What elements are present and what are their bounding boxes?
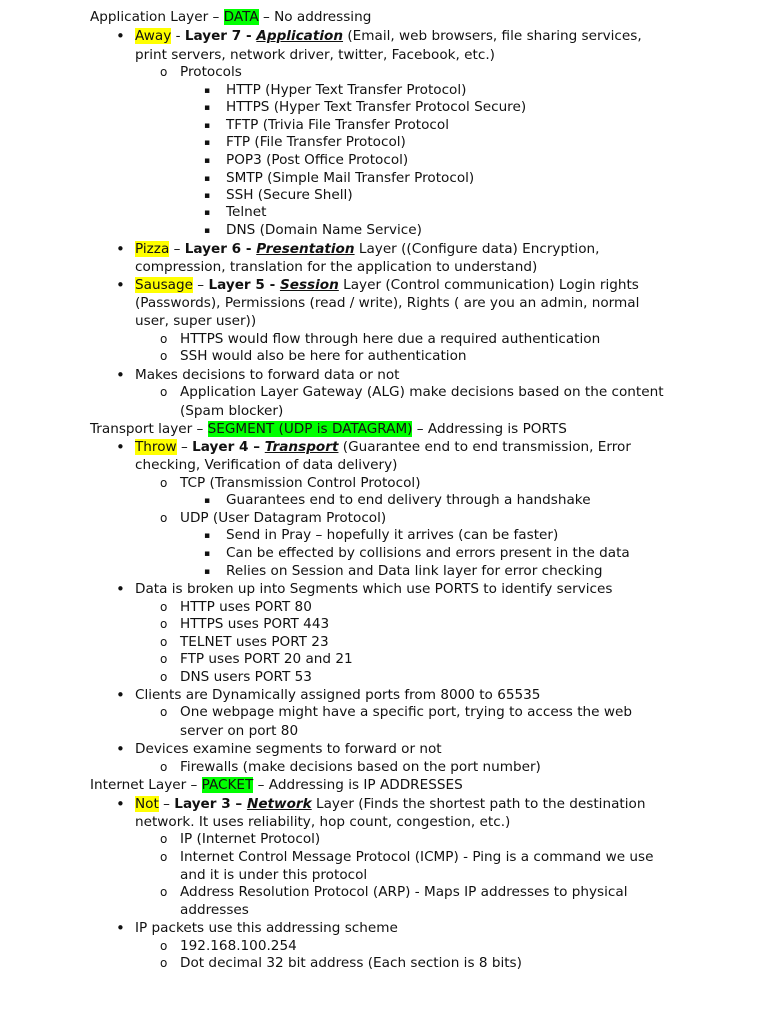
text-run: –: [169, 241, 185, 257]
layer-name: Session: [279, 277, 339, 293]
mnemonic-word: Away: [135, 28, 172, 44]
text-run: Address Resolution Protocol (ARP) - Maps IP addresses to physical: [180, 884, 628, 900]
document-line: [160, 599, 312, 616]
document-line: [160, 384, 664, 401]
text-run: FTP uses PORT 20 and 21: [180, 651, 353, 667]
bullet-marker: o: [160, 385, 168, 399]
document-line: [135, 47, 495, 64]
text-run: HTTPS (Hyper Text Transfer Protocol Secure): [226, 99, 527, 115]
document-line: [90, 9, 371, 26]
document-line: [135, 295, 639, 312]
document-line: [160, 831, 321, 848]
document-line: [160, 759, 541, 776]
document-line: [160, 348, 467, 365]
document-line: [204, 222, 422, 239]
text-run: server on port 80: [180, 723, 299, 739]
bullet-marker: •: [116, 27, 125, 45]
text-run: TELNET uses PORT 23: [180, 634, 329, 650]
highlighted-term: PACKET: [201, 777, 254, 793]
text-run: HTTPS uses PORT 443: [180, 616, 330, 632]
document-line: [116, 276, 639, 294]
text-run: Application Layer –: [90, 9, 224, 25]
text-run: TFTP (Trivia File Transfer Protocol: [226, 117, 449, 133]
bullet-marker: •: [116, 366, 125, 384]
layer-name: Application: [256, 28, 344, 44]
document-line: [135, 259, 537, 276]
text-run: Layer (Control communication) Login rights: [338, 277, 639, 293]
document-line: [90, 421, 567, 438]
mnemonic-word: Throw: [135, 439, 177, 455]
document-line: [180, 723, 298, 740]
document-line: [116, 686, 541, 704]
bullet-marker: o: [160, 885, 168, 899]
text-run: –: [158, 796, 175, 812]
text-run: Clients are Dynamically assigned ports from 8000 to 65535: [135, 687, 541, 703]
text-run: (Passwords), Permissions (read / write), Rights ( are you an admin, normal: [135, 295, 640, 311]
mnemonic-word: Pizza: [135, 241, 170, 257]
layer-number: Layer 4 –: [192, 439, 265, 455]
document-line: [160, 704, 632, 721]
bullet-marker: ▪: [204, 208, 211, 218]
text-run: checking, Verification of data delivery): [135, 457, 398, 473]
text-run: SMTP (Simple Mail Transfer Protocol): [226, 170, 475, 186]
text-run: FTP (File Transfer Protocol): [226, 134, 406, 150]
bullet-marker: o: [160, 939, 168, 953]
bullet-marker: ▪: [204, 138, 211, 148]
bullet-marker: o: [160, 617, 168, 631]
document-line: [116, 438, 631, 456]
mnemonic-word: Not: [135, 796, 159, 812]
bullet-marker: o: [160, 760, 168, 774]
text-run: network. It uses reliability, hop count, congestion, etc.): [135, 814, 511, 830]
document-line: [180, 867, 367, 884]
text-run: Devices examine segments to forward or not: [135, 741, 442, 757]
text-run: Guarantees end to end delivery through a handshake: [226, 492, 591, 508]
document-line: [204, 545, 630, 562]
document-line: [204, 563, 603, 580]
bullet-marker: o: [160, 635, 168, 649]
text-run: One webpage might have a specific port, trying to access the web: [180, 704, 632, 720]
text-run: Makes decisions to forward data or not: [135, 367, 400, 383]
text-run: (Guarantee end to end transmission, Error: [338, 439, 631, 455]
document-line: [160, 849, 654, 866]
bullet-marker: ▪: [204, 86, 211, 96]
layer-name: Presentation: [256, 241, 355, 257]
bullet-marker: •: [116, 686, 125, 704]
layer-name: Network: [246, 796, 312, 812]
bullet-marker: o: [160, 600, 168, 614]
bullet-marker: ▪: [204, 174, 211, 184]
bullet-marker: o: [160, 850, 168, 864]
text-run: – Addressing is PORTS: [412, 421, 567, 437]
bullet-marker: o: [160, 956, 168, 970]
document-line: [160, 64, 242, 81]
text-run: UDP (User Datagram Protocol): [180, 510, 387, 526]
bullet-marker: •: [116, 580, 125, 598]
layer-number: Layer 3 –: [174, 796, 247, 812]
bullet-marker: •: [116, 438, 125, 456]
text-run: Telnet: [226, 204, 267, 220]
text-run: HTTP (Hyper Text Transfer Protocol): [226, 82, 467, 98]
document-line: [160, 938, 297, 955]
document-line: [180, 902, 249, 919]
document-line: [204, 134, 406, 151]
document-line: [116, 795, 646, 813]
bullet-marker: o: [160, 652, 168, 666]
bullet-marker: •: [116, 795, 125, 813]
text-run: –: [176, 439, 193, 455]
text-run: (Email, web browsers, file sharing services,: [343, 28, 642, 44]
document-line: [135, 814, 510, 831]
text-run: (Spam blocker): [180, 403, 284, 419]
text-run: Dot decimal 32 bit address (Each section is 8 bits): [180, 955, 522, 971]
bullet-marker: o: [160, 511, 168, 525]
bullet-marker: o: [160, 832, 168, 846]
text-run: -: [171, 28, 185, 44]
text-run: –: [192, 277, 209, 293]
text-run: addresses: [180, 902, 249, 918]
bullet-marker: ▪: [204, 121, 211, 131]
document-line: [160, 475, 421, 492]
text-run: and it is under this protocol: [180, 867, 368, 883]
text-run: Firewalls (make decisions based on the port number): [180, 759, 541, 775]
document-line: [116, 919, 398, 937]
document-line: [160, 651, 353, 668]
text-run: HTTP uses PORT 80: [180, 599, 312, 615]
document-line: [204, 187, 353, 204]
document-line: [116, 240, 600, 258]
text-run: – No addressing: [258, 9, 372, 25]
document-line: [160, 616, 330, 633]
document-line: [116, 740, 442, 758]
text-run: SSH (Secure Shell): [226, 187, 353, 203]
document-line: [160, 510, 387, 527]
document-line: [135, 457, 397, 474]
bullet-marker: ▪: [204, 567, 211, 577]
text-run: Can be effected by collisions and errors present in the data: [226, 545, 630, 561]
bullet-marker: ▪: [204, 226, 211, 236]
document-line: [204, 82, 467, 99]
document-line: [160, 331, 601, 348]
bullet-marker: •: [116, 740, 125, 758]
text-run: Layer (Finds the shortest path to the destination: [311, 796, 646, 812]
text-run: – Addressing is IP ADDRESSES: [253, 777, 463, 793]
layer-number: Layer 5 -: [208, 277, 280, 293]
document-line: [135, 313, 256, 330]
bullet-marker: ▪: [204, 496, 211, 506]
bullet-marker: o: [160, 349, 168, 363]
bullet-marker: ▪: [204, 191, 211, 201]
text-run: user, super user)): [135, 313, 257, 329]
highlighted-term: SEGMENT (UDP is DATAGRAM): [207, 421, 413, 437]
document-line: [204, 152, 409, 169]
document-line: [160, 634, 329, 651]
document-line: [116, 366, 400, 384]
document-line: [204, 117, 449, 134]
text-run: Protocols: [180, 64, 242, 80]
text-run: Layer ((Configure data) Encryption,: [354, 241, 600, 257]
text-run: Relies on Session and Data link layer for error checking: [226, 563, 603, 579]
text-run: Internet Layer –: [90, 777, 202, 793]
document-line: [160, 955, 522, 972]
text-run: DNS (Domain Name Service): [226, 222, 422, 238]
bullet-marker: ▪: [204, 103, 211, 113]
bullet-marker: o: [160, 670, 168, 684]
text-run: Data is broken up into Segments which use PORTS to identify services: [135, 581, 613, 597]
bullet-marker: •: [116, 276, 125, 294]
document-line: [204, 99, 527, 116]
bullet-marker: •: [116, 919, 125, 937]
document-line: [160, 669, 312, 686]
highlighted-term: DATA: [223, 9, 259, 25]
text-run: Send in Pray – hopefully it arrives (can be faster): [226, 527, 559, 543]
text-run: 192.168.100.254: [180, 938, 297, 954]
document-line: [204, 527, 559, 544]
bullet-marker: ▪: [204, 549, 211, 559]
document-line: [160, 884, 628, 901]
document-line: [204, 170, 475, 187]
bullet-marker: o: [160, 705, 168, 719]
document-line: [180, 403, 283, 420]
bullet-marker: o: [160, 332, 168, 346]
text-run: Transport layer –: [90, 421, 208, 437]
bullet-marker: ▪: [204, 531, 211, 541]
document-line: [116, 27, 642, 45]
text-run: SSH would also be here for authentication: [180, 348, 467, 364]
text-run: TCP (Transmission Control Protocol): [180, 475, 421, 491]
bullet-marker: o: [160, 65, 168, 79]
text-run: IP (Internet Protocol): [180, 831, 321, 847]
document-line: [90, 777, 463, 794]
text-run: compression, translation for the application to understand): [135, 259, 538, 275]
bullet-marker: •: [116, 240, 125, 258]
bullet-marker: o: [160, 476, 168, 490]
mnemonic-word: Sausage: [135, 277, 193, 293]
text-run: POP3 (Post Office Protocol): [226, 152, 409, 168]
layer-number: Layer 7 -: [184, 28, 257, 44]
bullet-marker: ▪: [204, 156, 211, 166]
document-line: [204, 204, 267, 221]
document-line: [116, 580, 613, 598]
text-run: Internet Control Message Protocol (ICMP) - Ping is a command we use: [180, 849, 654, 865]
text-run: print servers, network driver, twitter, Facebook, etc.): [135, 47, 495, 63]
layer-number: Layer 6 -: [184, 241, 257, 257]
layer-name: Transport: [264, 439, 339, 455]
text-run: DNS users PORT 53: [180, 669, 312, 685]
text-run: Application Layer Gateway (ALG) make decisions based on the content: [180, 384, 664, 400]
text-run: HTTPS would flow through here due a required authentication: [180, 331, 601, 347]
text-run: IP packets use this addressing scheme: [135, 920, 398, 936]
document-line: [204, 492, 591, 509]
